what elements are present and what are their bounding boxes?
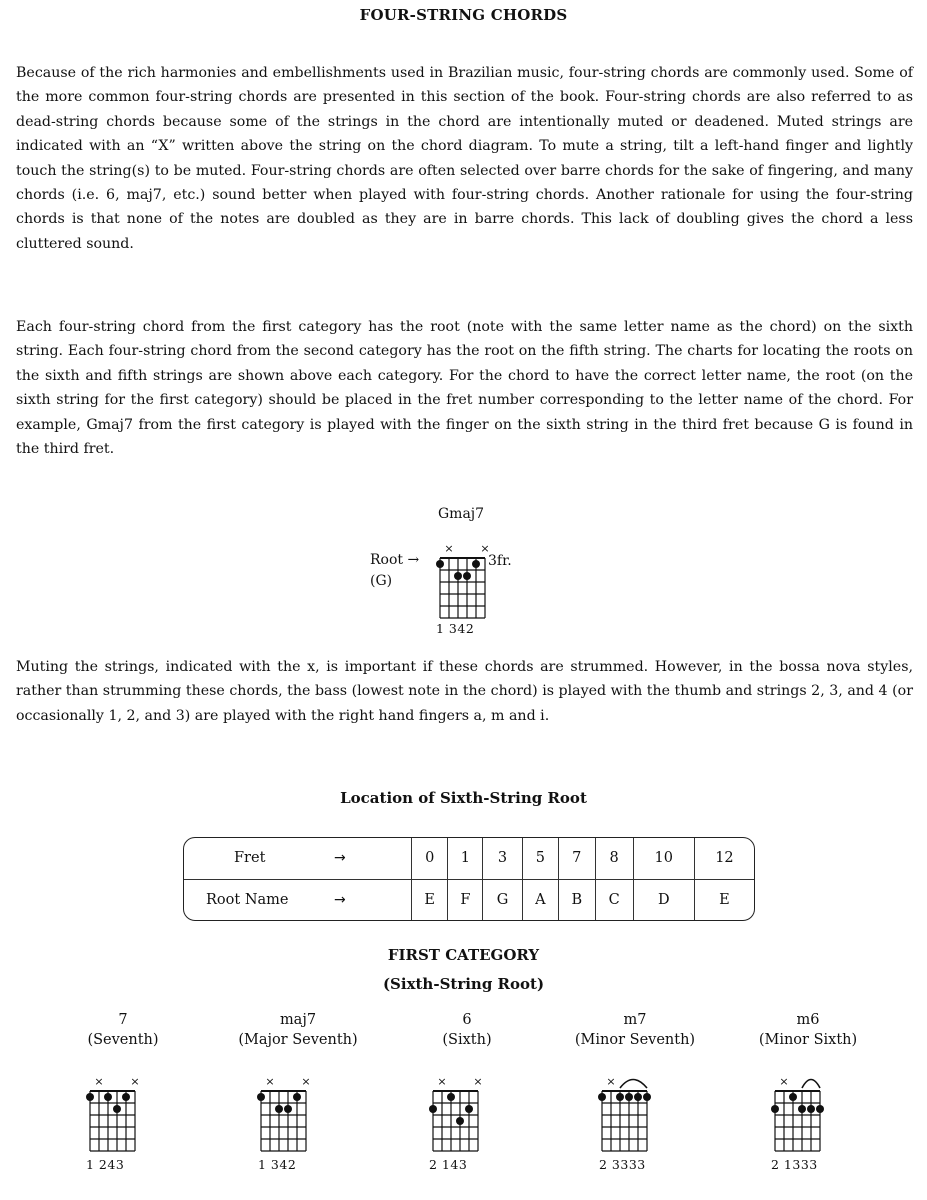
sixth-chord-diagram <box>423 1073 489 1155</box>
chord-symbol: 6 <box>462 1012 472 1028</box>
root-name-header: Root Name → <box>184 879 412 920</box>
example-fret-label: 3fr. <box>488 553 512 569</box>
muting-paragraph: Muting the strings, indicated with the x, is important if these chords are strummed. However, in the bossa nova styles, rather than strumming these chords, the bass (lowest note in the chord) is played with the thumb and strings 2, 3, and 4 (or occasionally 1, 2, and 3) are played with the right hand fingers a, m and i. <box>16 659 913 724</box>
category-paragraph: Each four-string chord from the first category has the root (note with the same letter name as the chord) on the sixth string. Each four-string chord from the second category has the root on the fifth string. The charts for locating the roots on the sixth and fifth strings are shown above each category. For the chord to have the correct letter name, the root (on the sixth string for the first category) should be placed in the fret number corresponding to the letter name of the chord. For example, Gmaj7 from the first category is played with the finger on the sixth string in the third fret because G is found in the third fret. <box>16 319 913 458</box>
fret-cell: 10 <box>633 838 694 879</box>
chord-fingering: 2 143 <box>429 1157 468 1172</box>
example-root-note: (G) <box>370 573 393 589</box>
root-cell: D <box>633 879 694 920</box>
gmaj7-chord-diagram <box>430 540 496 622</box>
chord-minor-seventh <box>565 1011 705 1051</box>
mute-mark: × <box>444 542 454 555</box>
root-cell: A <box>522 879 558 920</box>
fret-cell: 7 <box>558 838 595 879</box>
minor-sixth-chord-diagram <box>765 1073 831 1155</box>
svg-text:×: × <box>130 1075 140 1088</box>
chord-minor-sixth <box>738 1011 878 1051</box>
mute-mark: × <box>480 542 490 555</box>
fret-header: Fret → <box>184 838 412 879</box>
svg-text:×: × <box>473 1075 483 1088</box>
location-table-title: Location of Sixth-String Root <box>340 789 587 807</box>
example-fingering: 1 342 <box>436 621 475 636</box>
example-chord-name: Gmaj7 <box>438 506 485 522</box>
chord-symbol: maj7 <box>279 1012 317 1028</box>
chord-symbol: m6 <box>796 1012 820 1028</box>
chord-symbol: m7 <box>623 1012 647 1028</box>
chord-symbol: 7 <box>118 1012 128 1028</box>
sixth-string-root-table <box>183 837 755 921</box>
root-name-row <box>184 879 754 920</box>
svg-text:×: × <box>265 1075 275 1088</box>
svg-text:×: × <box>301 1075 311 1088</box>
chord-seventh <box>53 1011 193 1051</box>
chord-description: (Sixth) <box>442 1032 492 1048</box>
root-cell: G <box>483 879 523 920</box>
intro-paragraph: Because of the rich harmonies and embellishments used in Brazilian music, four-string chords are commonly used. Some of the more common four-string chords are presented in this section of the book. Four-string chords are also referred to as dead-string chords because some of the strings in the chord are intentionally muted or deadened. Muted strings are indicated with an “X” written above the string on the chord diagram. To mute a string, tilt a left-hand finger and lightly touch the string(s) to be muted. Four-string chords are often selected over barre chords for the sake of fingering, and many chords (i.e. 6, maj7, etc.) sound better when played with four-string chords. Another rationale for using the four-string chords is that none of the notes are doubled as they are in barre chords. This lack of doubling gives the chord a less cluttered sound. <box>16 65 913 252</box>
category-title: FIRST CATEGORY <box>387 946 540 964</box>
root-cell: E <box>694 879 754 920</box>
minor-seventh-chord-diagram <box>592 1073 658 1155</box>
category-subtitle: (Sixth-String Root) <box>382 975 545 993</box>
fret-cell: 8 <box>595 838 633 879</box>
gmaj7-example <box>366 506 546 636</box>
root-cell: F <box>448 879 483 920</box>
fret-cell: 0 <box>412 838 448 879</box>
major-seventh-chord-diagram <box>251 1073 317 1155</box>
svg-text:×: × <box>437 1075 447 1088</box>
chord-fingering: 1 243 <box>86 1157 125 1172</box>
chord-sixth <box>397 1011 537 1051</box>
fret-cell: 1 <box>448 838 483 879</box>
fret-cell: 3 <box>483 838 523 879</box>
chord-fingering: 2 1333 <box>771 1157 818 1172</box>
root-cell: C <box>595 879 633 920</box>
chord-major-seventh <box>228 1011 368 1051</box>
chord-fingering: 1 342 <box>258 1157 297 1172</box>
root-cell: B <box>558 879 595 920</box>
chord-description: (Major Seventh) <box>238 1032 358 1048</box>
chord-description: (Minor Sixth) <box>758 1032 858 1048</box>
fret-cell: 12 <box>694 838 754 879</box>
chord-fingering: 2 3333 <box>599 1157 646 1172</box>
svg-text:×: × <box>779 1075 789 1088</box>
fret-row <box>184 838 754 879</box>
seventh-chord-diagram <box>80 1073 146 1155</box>
page-title: FOUR-STRING CHORDS <box>359 6 568 24</box>
example-root-label: Root → <box>370 552 420 568</box>
svg-text:×: × <box>606 1075 616 1088</box>
svg-text:×: × <box>94 1075 104 1088</box>
chord-description: (Minor Seventh) <box>574 1032 696 1048</box>
root-cell: E <box>412 879 448 920</box>
chord-description: (Seventh) <box>87 1032 159 1048</box>
fret-cell: 5 <box>522 838 558 879</box>
